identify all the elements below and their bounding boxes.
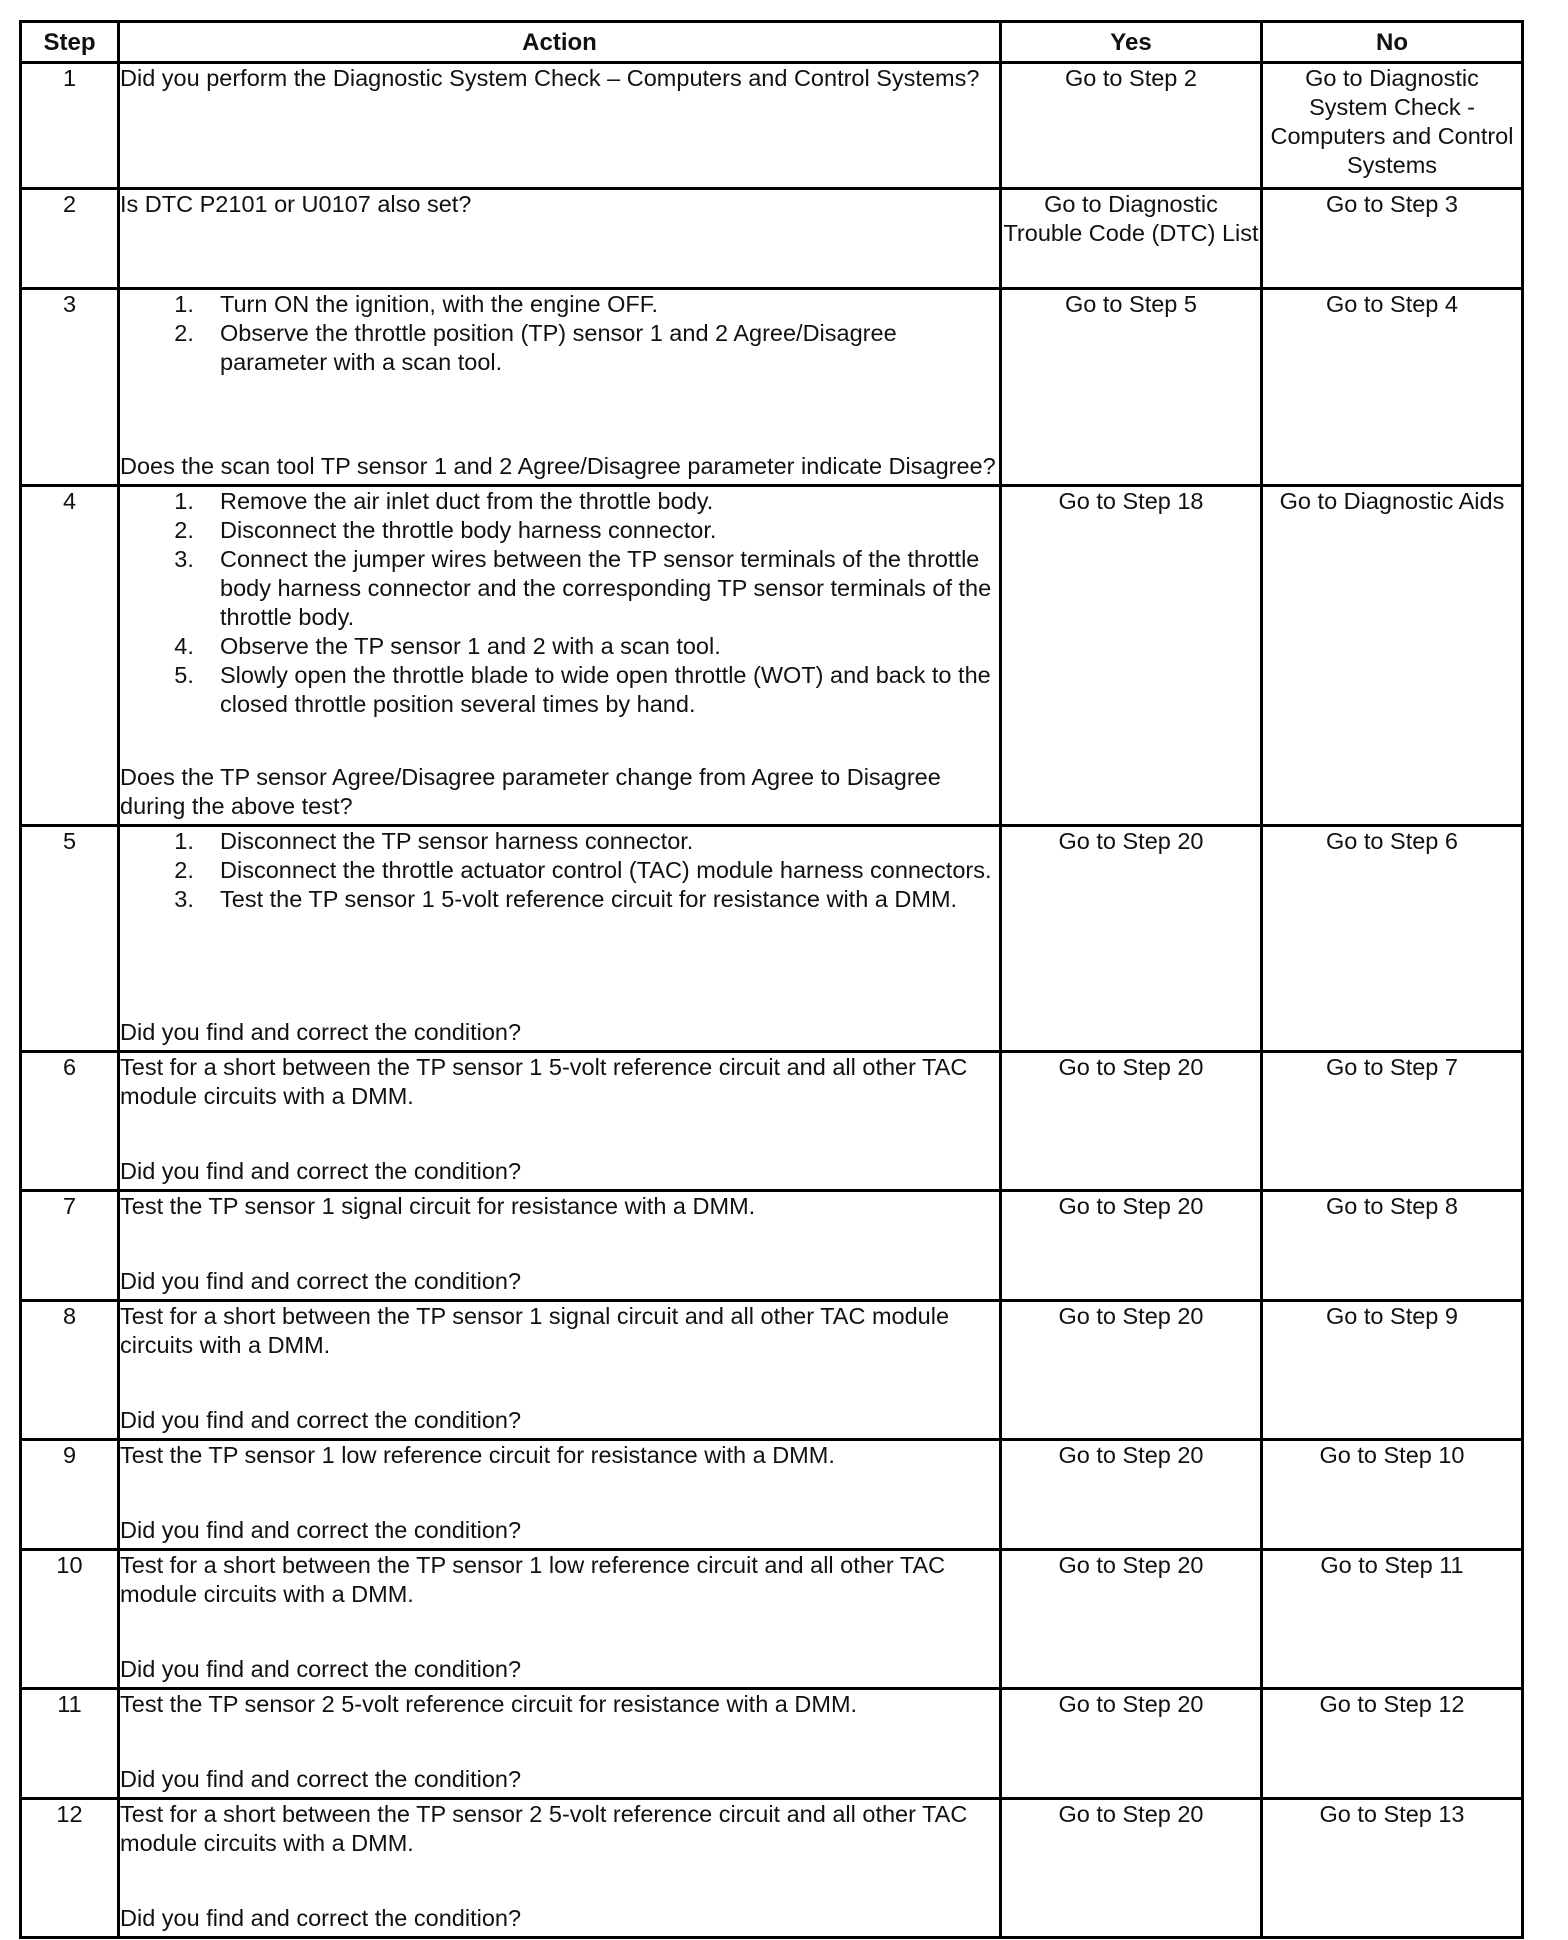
action-step-item: 4. Observe the TP sensor 1 and 2 with a scan tool. bbox=[220, 632, 999, 661]
header-yes: Yes bbox=[1001, 22, 1262, 63]
table-row bbox=[21, 289, 1523, 486]
no-outcome: Go to Diagnostic Aids bbox=[1262, 486, 1523, 826]
yes-outcome: Go to Diagnostic Trouble Code (DTC) List bbox=[1001, 189, 1262, 289]
action-question: Is DTC P2101 or U0107 also set? bbox=[120, 191, 472, 217]
table-row bbox=[21, 63, 1523, 189]
action-question: Did you find and correct the condition? bbox=[120, 1019, 522, 1045]
yes-outcome: Go to Step 20 bbox=[1001, 826, 1262, 1052]
action-cell bbox=[119, 289, 1001, 486]
action-statement: Test for a short between the TP sensor 2 5-volt reference circuit and all other TAC module circuits with a DMM. bbox=[120, 1801, 968, 1856]
action-question: Did you perform the Diagnostic System Check – Computers and Control Systems? bbox=[120, 65, 980, 91]
step-number: 8 bbox=[21, 1301, 119, 1440]
no-outcome: Go to Step 3 bbox=[1262, 189, 1523, 289]
action-step-item: 2. Observe the throttle position (TP) sensor 1 and 2 Agree/Disagree parameter with a scan tool. bbox=[220, 319, 999, 377]
table-row bbox=[21, 826, 1523, 1052]
header-no: No bbox=[1262, 22, 1523, 63]
yes-outcome: Go to Step 20 bbox=[1001, 1689, 1262, 1799]
table-row bbox=[21, 1550, 1523, 1689]
action-cell bbox=[119, 63, 1001, 189]
action-question: Did you find and correct the condition? bbox=[120, 1268, 522, 1294]
no-outcome: Go to Step 11 bbox=[1262, 1550, 1523, 1689]
action-question: Did you find and correct the condition? bbox=[120, 1766, 522, 1792]
step-number: 4 bbox=[21, 486, 119, 826]
diagnostic-table bbox=[19, 20, 1524, 1939]
step-number: 7 bbox=[21, 1191, 119, 1301]
table-row bbox=[21, 1689, 1523, 1799]
yes-outcome: Go to Step 20 bbox=[1001, 1799, 1262, 1938]
yes-outcome: Go to Step 20 bbox=[1001, 1440, 1262, 1550]
action-question: Does the TP sensor Agree/Disagree parameter change from Agree to Disagree during the above test? bbox=[120, 764, 941, 819]
action-cell bbox=[119, 1301, 1001, 1440]
no-outcome: Go to Step 6 bbox=[1262, 826, 1523, 1052]
step-number: 9 bbox=[21, 1440, 119, 1550]
yes-outcome: Go to Step 18 bbox=[1001, 486, 1262, 826]
action-cell bbox=[119, 1191, 1001, 1301]
table-row bbox=[21, 189, 1523, 289]
action-question: Did you find and correct the condition? bbox=[120, 1656, 522, 1682]
header-row bbox=[21, 22, 1523, 63]
yes-outcome: Go to Step 20 bbox=[1001, 1301, 1262, 1440]
yes-outcome: Go to Step 2 bbox=[1001, 63, 1262, 189]
action-question: Did you find and correct the condition? bbox=[120, 1517, 522, 1543]
action-step-item: 5. Slowly open the throttle blade to wide open throttle (WOT) and back to the closed throttle position several times by hand. bbox=[220, 661, 999, 719]
step-number: 3 bbox=[21, 289, 119, 486]
yes-outcome: Go to Step 5 bbox=[1001, 289, 1262, 486]
action-step-item: 3. Test the TP sensor 1 5-volt reference circuit for resistance with a DMM. bbox=[220, 885, 999, 914]
no-outcome: Go to Step 8 bbox=[1262, 1191, 1523, 1301]
table-row bbox=[21, 1052, 1523, 1191]
action-statement: Test for a short between the TP sensor 1 5-volt reference circuit and all other TAC module circuits with a DMM. bbox=[120, 1054, 968, 1109]
action-statement: Test the TP sensor 2 5-volt reference circuit for resistance with a DMM. bbox=[120, 1691, 858, 1717]
action-step-item: 1. Remove the air inlet duct from the throttle body. bbox=[220, 487, 999, 516]
table-row bbox=[21, 486, 1523, 826]
step-number: 5 bbox=[21, 826, 119, 1052]
no-outcome: Go to Step 10 bbox=[1262, 1440, 1523, 1550]
action-statement: Test for a short between the TP sensor 1 low reference circuit and all other TAC module circuits with a DMM. bbox=[120, 1552, 946, 1607]
action-steps-list bbox=[120, 290, 999, 377]
action-question: Did you find and correct the condition? bbox=[120, 1905, 522, 1931]
action-cell bbox=[119, 189, 1001, 289]
step-number: 11 bbox=[21, 1689, 119, 1799]
no-outcome: Go to Step 9 bbox=[1262, 1301, 1523, 1440]
table-row bbox=[21, 1301, 1523, 1440]
action-step-item: 1. Disconnect the TP sensor harness connector. bbox=[220, 827, 999, 856]
yes-outcome: Go to Step 20 bbox=[1001, 1550, 1262, 1689]
action-cell bbox=[119, 1689, 1001, 1799]
action-question: Does the scan tool TP sensor 1 and 2 Agree/Disagree parameter indicate Disagree? bbox=[120, 453, 996, 479]
step-number: 12 bbox=[21, 1799, 119, 1938]
step-number: 2 bbox=[21, 189, 119, 289]
no-outcome: Go to Step 4 bbox=[1262, 289, 1523, 486]
action-cell bbox=[119, 1440, 1001, 1550]
action-statement: Test the TP sensor 1 low reference circuit for resistance with a DMM. bbox=[120, 1442, 835, 1468]
no-outcome: Go to Step 13 bbox=[1262, 1799, 1523, 1938]
action-statement: Test the TP sensor 1 signal circuit for resistance with a DMM. bbox=[120, 1193, 756, 1219]
action-cell bbox=[119, 1799, 1001, 1938]
action-cell bbox=[119, 1550, 1001, 1689]
step-number: 10 bbox=[21, 1550, 119, 1689]
yes-outcome: Go to Step 20 bbox=[1001, 1052, 1262, 1191]
no-outcome: Go to Step 7 bbox=[1262, 1052, 1523, 1191]
header-step: Step bbox=[21, 22, 119, 63]
action-statement: Test for a short between the TP sensor 1 signal circuit and all other TAC module circuits with a DMM. bbox=[120, 1303, 950, 1358]
action-cell bbox=[119, 1052, 1001, 1191]
action-step-item: 3. Connect the jumper wires between the TP sensor terminals of the throttle body harness connector and the corresponding TP sensor terminals of the throttle body. bbox=[220, 545, 999, 632]
table-row bbox=[21, 1799, 1523, 1938]
action-steps-list bbox=[120, 827, 999, 914]
step-number: 1 bbox=[21, 63, 119, 189]
action-step-item: 2. Disconnect the throttle body harness connector. bbox=[220, 516, 999, 545]
action-cell bbox=[119, 486, 1001, 826]
table-row bbox=[21, 1191, 1523, 1301]
action-step-item: 2. Disconnect the throttle actuator control (TAC) module harness connectors. bbox=[220, 856, 999, 885]
no-outcome: Go to Diagnostic System Check - Computers and Control Systems bbox=[1262, 63, 1523, 189]
yes-outcome: Go to Step 20 bbox=[1001, 1191, 1262, 1301]
header-action: Action bbox=[119, 22, 1001, 63]
action-cell bbox=[119, 826, 1001, 1052]
table-row bbox=[21, 1440, 1523, 1550]
action-steps-list bbox=[120, 487, 999, 719]
action-step-item: 1. Turn ON the ignition, with the engine OFF. bbox=[220, 290, 999, 319]
step-number: 6 bbox=[21, 1052, 119, 1191]
action-question: Did you find and correct the condition? bbox=[120, 1158, 522, 1184]
no-outcome: Go to Step 12 bbox=[1262, 1689, 1523, 1799]
action-question: Did you find and correct the condition? bbox=[120, 1407, 522, 1433]
